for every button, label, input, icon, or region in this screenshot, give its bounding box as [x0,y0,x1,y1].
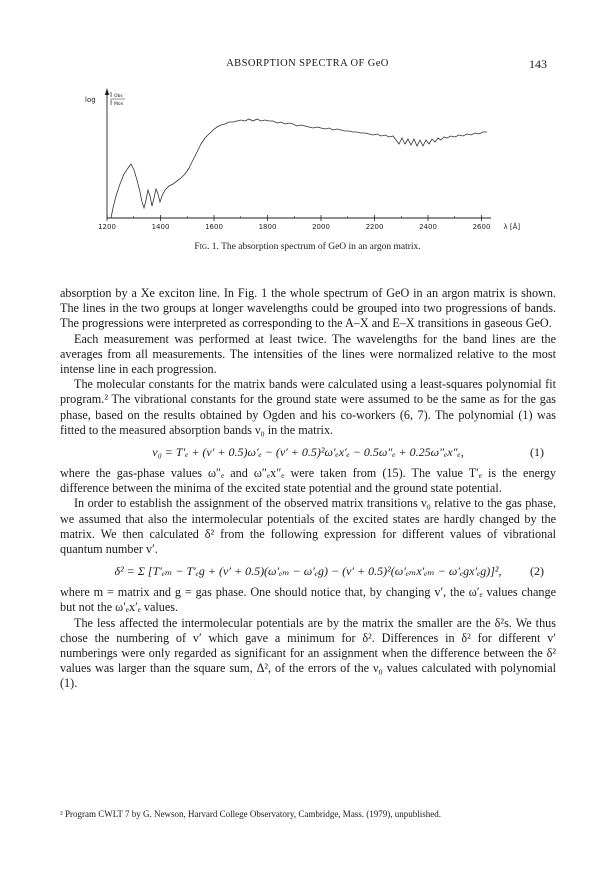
paragraph-5: In order to establish the assignment of the observed matrix transitions ν₀ relative to the gas phase, we assumed that also the intermolecular potentials of the excited states are hardly changed by the matrix. We then calculated δ² from the following expression for different values of vibrational quantum number v′. [60,496,556,557]
ylabel-numerator: I [110,91,113,99]
spectrum-plot [85,84,521,244]
ylabel-denominator-sub: Mon [114,102,124,107]
x-tick-label: 1400 [151,223,170,231]
x-tick-label: 1600 [205,223,223,231]
caption-text: The absorption spectrum of GeO in an argon matrix. [221,242,421,252]
equation-2 [60,557,556,585]
paragraph-2: Each measurement was performed at least twice. The wavelengths for the band lines are the averages from all measurements. The intensities of the lines were normalized relative to the most intense line in each progression. [60,331,556,377]
ylabel-log: log [85,96,96,104]
body-text [60,286,556,692]
x-tick-label: 1200 [98,223,116,231]
equation-1-number: (1) [530,445,544,460]
x-axis-ticks [98,215,520,231]
equation-1-formula: ν₀ = T′ₑ + (v′ + 0.5)ω′ₑ − (v′ + 0.5)²ω′ₑx′ₑ − 0.5ω″ₑ + 0.25ω″ₑx″ₑ, [152,445,464,460]
equation-2-number: (2) [530,564,544,579]
x-tick-label: 2600 [472,223,491,231]
ylabel-denominator: I [110,99,113,107]
equation-1 [60,438,556,466]
x-tick-label: 1800 [258,223,277,231]
ylabel-numerator-sub: Obs [114,94,123,99]
x-tick-label: 2200 [365,223,384,231]
x-tick-label: 2400 [419,223,437,231]
figure-caption [0,242,615,252]
paragraph-4: where the gas-phase values ω″ₑ and ω″ₑx″ₑ were taken from (15). The value T′ₑ is the energy difference between the minima of the excited state potential and the ground state potential. [60,466,556,496]
paragraph-6: where m = matrix and g = gas phase. One should notice that, by changing v′, the ω′ₑ values change but not the ω′ₑx′ₑ values. [60,585,556,615]
footnote: ² Program CWLT 7 by G. Newson, Harvard College Observatory, Cambridge, Mass. (1979), unpublished. [60,809,442,819]
x-tick-label: 2000 [312,223,330,231]
running-head [0,58,615,74]
spectrum-figure [85,84,521,254]
page-number: 143 [529,57,547,71]
x-axis-unit: λ [Å] [503,223,521,231]
running-title: ABSORPTION SPECTRA OF GeO [226,58,389,69]
paragraph-3: The molecular constants for the matrix bands were calculated using a least-squares polynomial fit program.² The vibrational constants for the ground state were assumed to be the same as for the gas phase, based on the results obtained by Ogden and his co-workers (6, 7). The polynomial (1) was fitted to the measured absorption bands ν₀ in the matrix. [60,377,556,437]
equation-2-formula: δ² = Σ [T′ₑₘ − T′ₑg + (v′ + 0.5)(ω′ₑₘ − ω′ₑg) − (v′ + 0.5)²(ω′ₑₘx′ₑₘ − ω′ₑgx′ₑg)]², [114,564,502,579]
caption-label: Fig. 1. [194,242,219,252]
paragraph-7: The less affected the intermolecular potentials are by the matrix the smaller are the δ²s. We thus chose the numbering of v′ which gave a minimum for δ². Differences in δ² for different v′ numberings were only regarded as significant for an assignment when the difference between the δ² values was larger than the square sum, Δ², of the errors of the ν₀ values calculated with polynomial (1). [60,615,556,691]
y-axis-arrowhead [105,88,109,95]
spectrum-trace [111,119,487,218]
paragraph-1: absorption by a Xe exciton line. In Fig. 1 the whole spectrum of GeO in an argon matrix is shown. The lines in the two groups at longer wavelengths could be grouped into two progressions of bands. The progressions were interpreted as corresponding to the A–X and E–X transitions in gaseous GeO. [60,286,556,331]
